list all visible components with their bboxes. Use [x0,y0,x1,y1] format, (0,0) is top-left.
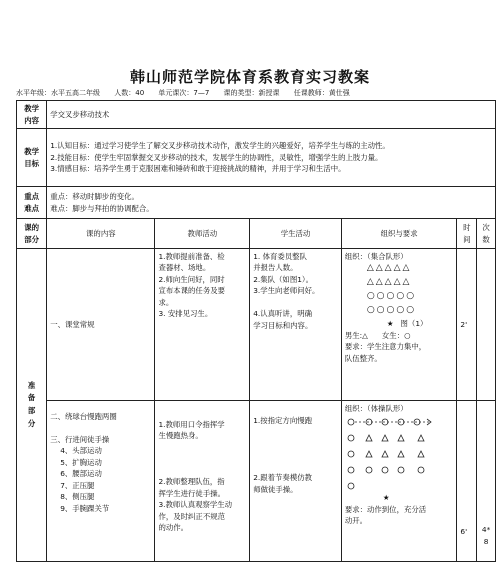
goals-list [47,129,496,187]
student-marker [418,435,424,441]
section1-reps [477,249,496,401]
keypoints-label: 重点 难点 [17,187,47,219]
student-marker [366,435,372,441]
formation-legend [345,330,454,341]
student-marker [348,451,354,457]
lesson-plan-table [16,100,496,562]
goal-item: 2.技能目标：使学生牢固掌握交叉步移动的技术，发展学生的协调性，灵敏性，增强学生的上肢力量。 [50,152,383,162]
org-requirement: 要求：学生注意力集中， [344,342,427,352]
content-label: 教学 内容 [17,101,47,129]
student-marker [382,435,388,441]
column-header-row [17,219,496,249]
teacher-star-icon: ★ [386,319,394,329]
header-reps: 次 数 [477,219,496,249]
keypoints-values [47,187,496,219]
section2-time: 6' [457,401,477,562]
student-marker [382,451,388,457]
section1-time: 2' [457,249,477,401]
student-marker [418,451,424,457]
unit-lesson: 单元课次：7—7 [158,89,210,97]
section1-student: 1. 体育委员整队 并报告人数。 2.集队（如图1）。 3.学生向老师问好。 4.认真听讲，明确 学习目标和内容。 [250,249,342,401]
student-marker [348,483,354,489]
circle-row: ○○○○○ [366,305,417,316]
student-marker [366,467,372,473]
section1-content: 一、课堂常规 [47,249,155,401]
section1-teacher: 1.教师提前准备、检 查器材、场地。 2.师向生问好，同时 宣布本课的任务及要 求。 3. 安排见习生。 [155,249,250,401]
lesson-plan-title: 韩山师范学院体育系教育实习教案 [129,68,370,86]
legend-female: 女生：○ [381,330,411,340]
triangle-row: △△△△△ [366,277,412,288]
formation-caption [345,318,454,329]
focus-point: 重点：移动时脚步的变化。 [50,192,139,202]
student-marker [398,467,404,473]
goal-item: 3.情感目标：培养学生勇于克服困难和锤砖和敢于迎接挑战的精神，并用于学习和生活中。 [50,164,346,174]
goals-row [17,129,496,187]
student-marker [418,467,424,473]
formation-diagram [345,414,445,492]
section2-org [341,401,457,562]
org-requirement: 动开。 [344,516,368,526]
org-title: 组织：（集合队形） [344,252,408,261]
section2-content: 二、绕球台慢跑两圈 三、行进间徒手操 4、头部运动 5、扩胸运动 6、腰部运动 7、正压腿 8、侧压腿 9、手腕踝关节 [47,401,155,562]
section1-row [17,249,496,401]
section2-reps: 4* 8 [477,401,496,562]
student-marker [398,451,404,457]
content-value: 学交叉步移动技术 [47,101,496,129]
prep-part-label: 准 备 部 分 [17,249,47,562]
lesson-type: 课的类型：新授课 [223,89,280,97]
header-content: 课的内容 [47,219,155,249]
student-marker [366,451,372,457]
goals-label: 教学 目标 [17,129,47,187]
student-count: 人数：40 [114,89,145,97]
goal-item: 1.认知目标：通过学习使学生了解交叉步移动技术动作，激发学生的兴趣爱好，培养学生与练的主动性。 [50,141,390,151]
teacher-name: 任课教师：黄仕强 [293,89,350,97]
org-requirement: 要求：动作到位，充分活 [344,504,427,514]
circle-row: ○○○○○ [366,291,417,302]
section1-org [341,249,457,401]
student-marker [382,467,388,473]
triangle-row: △△△△△ [366,263,412,274]
section2-teacher: 1.教师用口令指挥学 生慢跑热身。 2.教师整理队伍，指 挥学生进行徒手操。 3.教师认真观察学生动 作，及时纠正不规范 的动作。 [155,401,250,562]
figure-label: 图（1） [400,319,428,329]
section2-student: 1.按指定方向慢跑 2.跟着节奏模仿教 师做徒手操。 [250,401,342,562]
header-part: 课的 部分 [17,219,47,249]
section2-row [17,401,496,562]
student-marker [348,467,354,473]
grade-info: 水平年级：水平五高二年级 [16,89,100,97]
student-marker [398,435,404,441]
header-student: 学生活动 [250,219,342,249]
difficulty-point: 难点：脚步与拜拍的协调配合。 [50,203,154,213]
lesson-meta-line [16,88,496,98]
keypoints-row [17,187,496,219]
org-requirement: 队伍整齐。 [344,353,382,363]
content-row [17,101,496,129]
header-time: 时 间 [457,219,477,249]
gymnastics-formation [345,414,454,492]
teacher-star-icon: ★ [382,493,390,503]
header-teacher: 教师活动 [155,219,250,249]
org-title: 组织：（体操队形） [344,404,408,413]
legend-male: 男生:△ [344,330,368,340]
header-org: 组织与要求 [341,219,457,249]
student-marker [348,435,354,441]
student-marker [348,419,354,425]
